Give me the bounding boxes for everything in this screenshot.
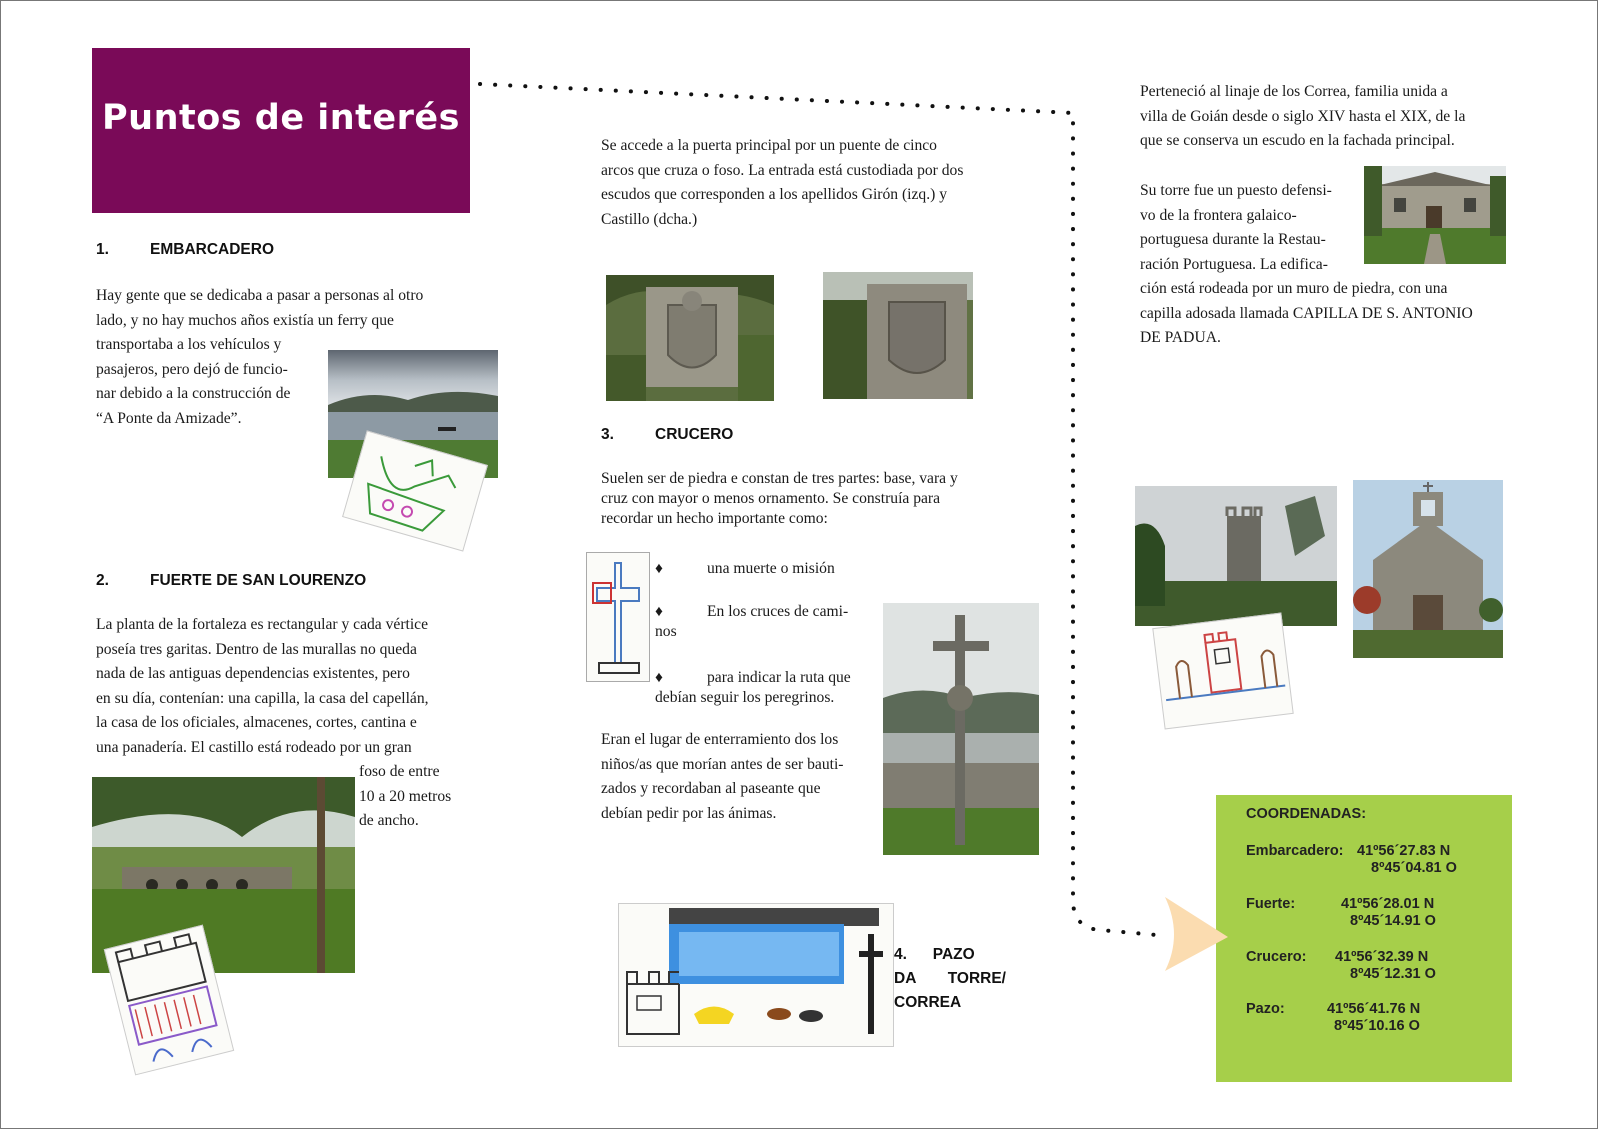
escudo-giron-photo	[606, 275, 774, 401]
pazo-text-bottom: ción está rodeada por un muro de piedra, con una capilla adosada llamada CAPILLA DE S. ANTONIO DE PADUA.	[1140, 280, 1473, 346]
coord-lon-crucero: 8º45´12.31 O	[1350, 966, 1436, 982]
pazo-chapel-photo	[1353, 480, 1503, 658]
pazo-text-top: Perteneció al linaje de los Correa, familia unida a villa de Goián desde o siglo XIV hasta el XIX, de la que se conserva un escudo en la fachada principal.	[1140, 83, 1466, 149]
pazo-house-photo	[1364, 166, 1506, 264]
child-drawing-cross	[586, 552, 650, 682]
embarcadero-text-wrap: transportaba a los vehículos y pasajeros, pero dejó de funcio- nar debido a la construcción de “A Ponte da Amizade”.	[96, 336, 291, 427]
pazo-text-wrap: Su torre fue un puesto defensi- vo de la frontera galaico- portuguesa durante la Restau- ración Portuguesa. La edifica-	[1140, 182, 1332, 273]
section-2-heading: 2. FUERTE DE SAN LOURENZO	[96, 572, 367, 589]
coord-lat-fuerte: 41º56´28.01 N	[1341, 896, 1435, 912]
embarcadero-text-top: Hay gente que se dedicaba a pasar a personas al otro lado, y no hay muchos años existía un ferry que	[96, 287, 424, 329]
crucero-photo	[883, 603, 1039, 855]
crucero-outro: Eran el lugar de enterramiento dos los niños/as que morían antes de ser bauti- zados y recordaban al paseante que debían pedir por las ánimas.	[601, 731, 844, 822]
entrada-text: Se accede a la puerta principal por un puente de cinco arcos que cruza o foso. La entrada está custodiada por dos escudos que corresponden a los apellidos Girón (izq.) y Castillo (dcha.)	[601, 137, 964, 228]
coord-lon-fuerte: 8º45´14.91 O	[1350, 913, 1436, 929]
fuerte-text-wrap: foso de entre 10 a 20 metros de ancho.	[359, 763, 452, 829]
coord-lat-pazo: 41º56´41.76 N	[1327, 1001, 1421, 1017]
section-3-heading: 3. CRUCERO	[601, 426, 734, 443]
escudo-castillo-photo	[823, 272, 973, 399]
crucero-bullet-2: ♦ En los cruces de cami- nos	[655, 603, 849, 640]
section-4-heading: 4. PAZO DA TORRE/ CORREA	[894, 946, 1006, 1011]
crucero-intro: Suelen ser de piedra e constan de tres partes: base, vara y cruz con mayor o menos ornamento. Se construía para recordar un hecho importante como:	[601, 470, 958, 527]
coord-label-crucero: Crucero:	[1246, 949, 1307, 965]
coordinates-title: COORDENADAS:	[1246, 806, 1367, 822]
coordinates-panel	[1216, 795, 1512, 1082]
coord-lat-embarcadero: 41º56´27.83 N	[1357, 843, 1451, 859]
coord-label-fuerte: Fuerte:	[1246, 896, 1296, 912]
fuerte-text: La planta de la fortaleza es rectangular y cada vértice poseía tres garitas. Dentro de las murallas no queda nada de las antiguas dependencias existentes, pero en su día, contenían: una capilla, la casa del capellán, la casa de los oficiales, almacenes, cortes, cantina e una panadería. El castillo está rodeado por un gran	[96, 616, 429, 756]
page-title: Puntos de interés	[102, 98, 460, 138]
crucero-bullet-1: ♦ una muerte o misión	[655, 560, 835, 577]
coord-lon-embarcadero: 8º45´04.81 O	[1371, 860, 1457, 876]
section-1-heading: 1. EMBARCADERO	[96, 241, 274, 258]
coord-label-embarcadero: Embarcadero:	[1246, 843, 1344, 859]
coord-lon-pazo: 8º45´10.16 O	[1334, 1018, 1420, 1034]
arrow-pointer-icon	[1163, 895, 1233, 975]
child-drawing-pazo	[618, 903, 894, 1047]
crucero-bullet-3: ♦ para indicar la ruta que debían seguir los peregrinos.	[655, 669, 851, 706]
coord-label-pazo: Pazo:	[1246, 1001, 1285, 1017]
child-drawing-tower	[1152, 612, 1293, 729]
coord-lat-crucero: 41º56´32.39 N	[1335, 949, 1429, 965]
pazo-tower-photo	[1135, 486, 1337, 626]
